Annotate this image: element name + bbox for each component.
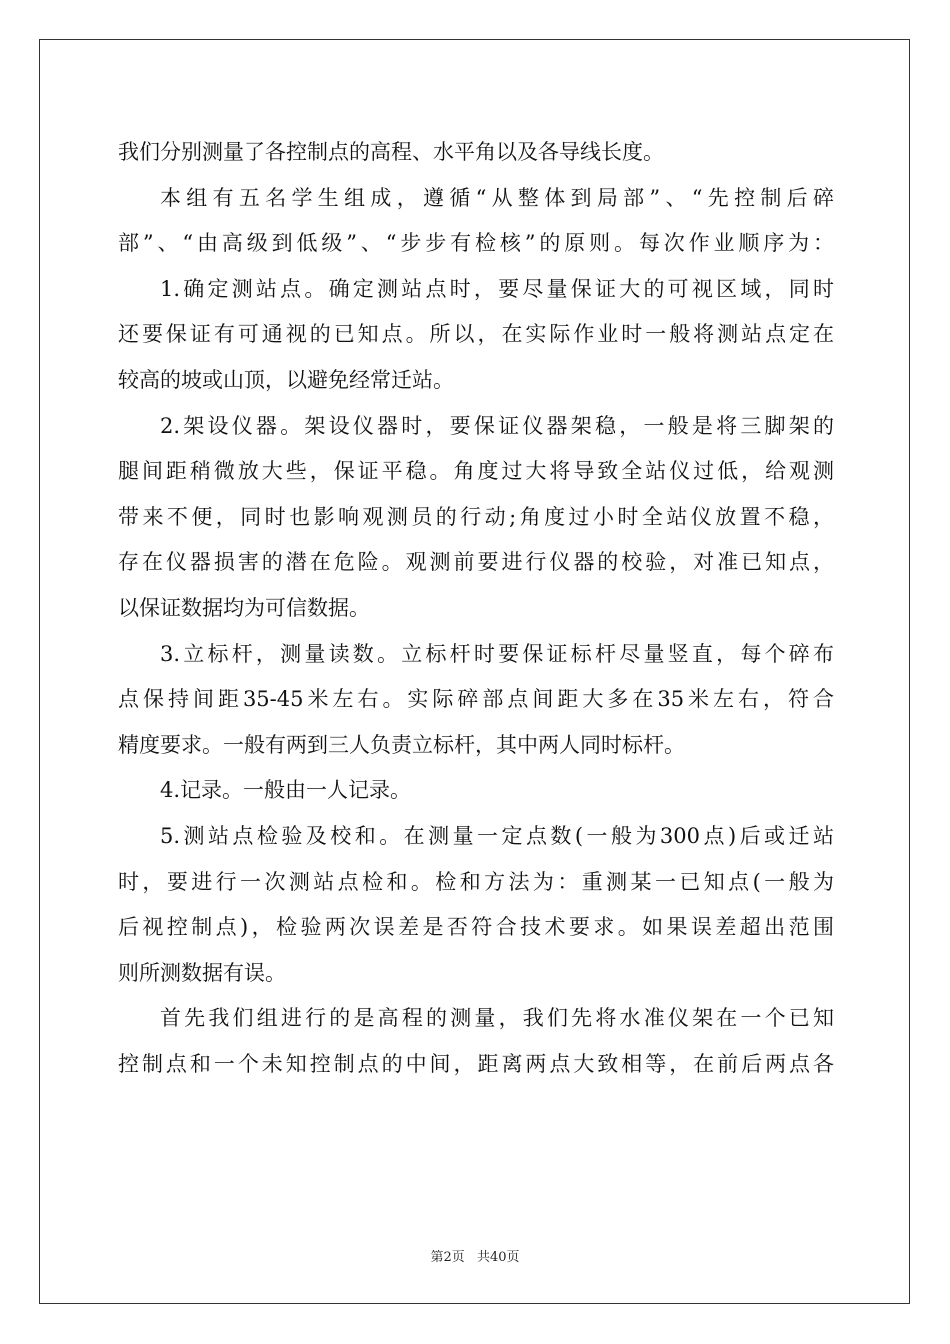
text-line: [118, 723, 834, 769]
text-line: [118, 586, 834, 632]
text-line-content: 点保持间距35-45米左右。实际碎部点间距大多在35米左右，符合: [118, 687, 834, 712]
text-line-content: 较高的坡或山顶，以避免经常迁站。: [118, 367, 454, 392]
text-line-content: 4.记录。一般由一人记录。: [160, 778, 412, 803]
text-line-content: 3.立标杆，测量读数。立标杆时要保证标杆尽量竖直，每个碎布: [160, 641, 834, 666]
text-line: [118, 768, 834, 814]
text-line-content: 精度要求。一般有两到三人负责立标杆，其中两人同时标杆。: [118, 732, 685, 757]
text-line-content: 部”、“由高级到低级”、“步步有检核”的原则。每次作业顺序为：: [118, 231, 834, 256]
text-line: [118, 176, 834, 222]
text-line: [118, 677, 834, 723]
text-line: [118, 130, 834, 176]
document-body: [118, 130, 834, 1087]
text-line: [118, 267, 834, 313]
text-line-content: 存在仪器损害的潜在危险。观测前要进行仪器的校验，对准已知点，: [118, 550, 834, 575]
text-line-content: 腿间距稍微放大些，保证平稳。角度过大将导致全站仪过低，给观测: [118, 459, 834, 484]
text-line: [118, 814, 834, 860]
text-line: [118, 951, 834, 997]
text-line: [118, 1042, 834, 1088]
text-line: [118, 996, 834, 1042]
text-line-content: 5.测站点检验及校和。在测量一定点数(一般为300点)后或迁站: [160, 823, 834, 848]
page-number: 第2页: [430, 1250, 465, 1265]
page-total: 共40页: [476, 1250, 520, 1265]
text-line-content: 还要保证有可通视的已知点。所以，在实际作业时一般将测站点定在: [118, 322, 834, 347]
text-line-content: 后视控制点)，检验两次误差是否符合技术要求。如果误差超出范围: [118, 915, 834, 940]
page-footer: [0, 1246, 950, 1265]
text-line-content: 2.架设仪器。架设仪器时，要保证仪器架稳，一般是将三脚架的: [160, 413, 834, 438]
text-line: [118, 860, 834, 906]
text-line: [118, 540, 834, 586]
text-line-content: 控制点和一个未知控制点的中间，距离两点大致相等，在前后两点各: [118, 1051, 834, 1076]
text-line-content: 以保证数据均为可信数据。: [118, 595, 370, 620]
text-line: [118, 404, 834, 450]
text-line: [118, 632, 834, 678]
text-line-content: 则所测数据有误。: [118, 960, 286, 985]
text-line-content: 我们分别测量了各控制点的高程、水平角以及各导线长度。: [118, 140, 664, 164]
text-line-content: 时，要进行一次测站点检和。检和方法为：重测某一已知点(一般为: [118, 869, 834, 894]
text-line: [118, 312, 834, 358]
text-line: [118, 358, 834, 404]
text-line-content: 1.确定测站点。确定测站点时，要尽量保证大的可视区域，同时: [160, 276, 834, 301]
text-line-content: 本组有五名学生组成，遵循“从整体到局部”、“先控制后碎: [160, 185, 834, 210]
text-line-content: 带来不便，同时也影响观测员的行动;角度过小时全站仪放置不稳，: [118, 504, 834, 529]
text-line: [118, 221, 834, 267]
text-line: [118, 495, 834, 541]
text-line: [118, 905, 834, 951]
text-line: [118, 449, 834, 495]
text-line-content: 首先我们组进行的是高程的测量，我们先将水准仪架在一个已知: [160, 1006, 834, 1031]
